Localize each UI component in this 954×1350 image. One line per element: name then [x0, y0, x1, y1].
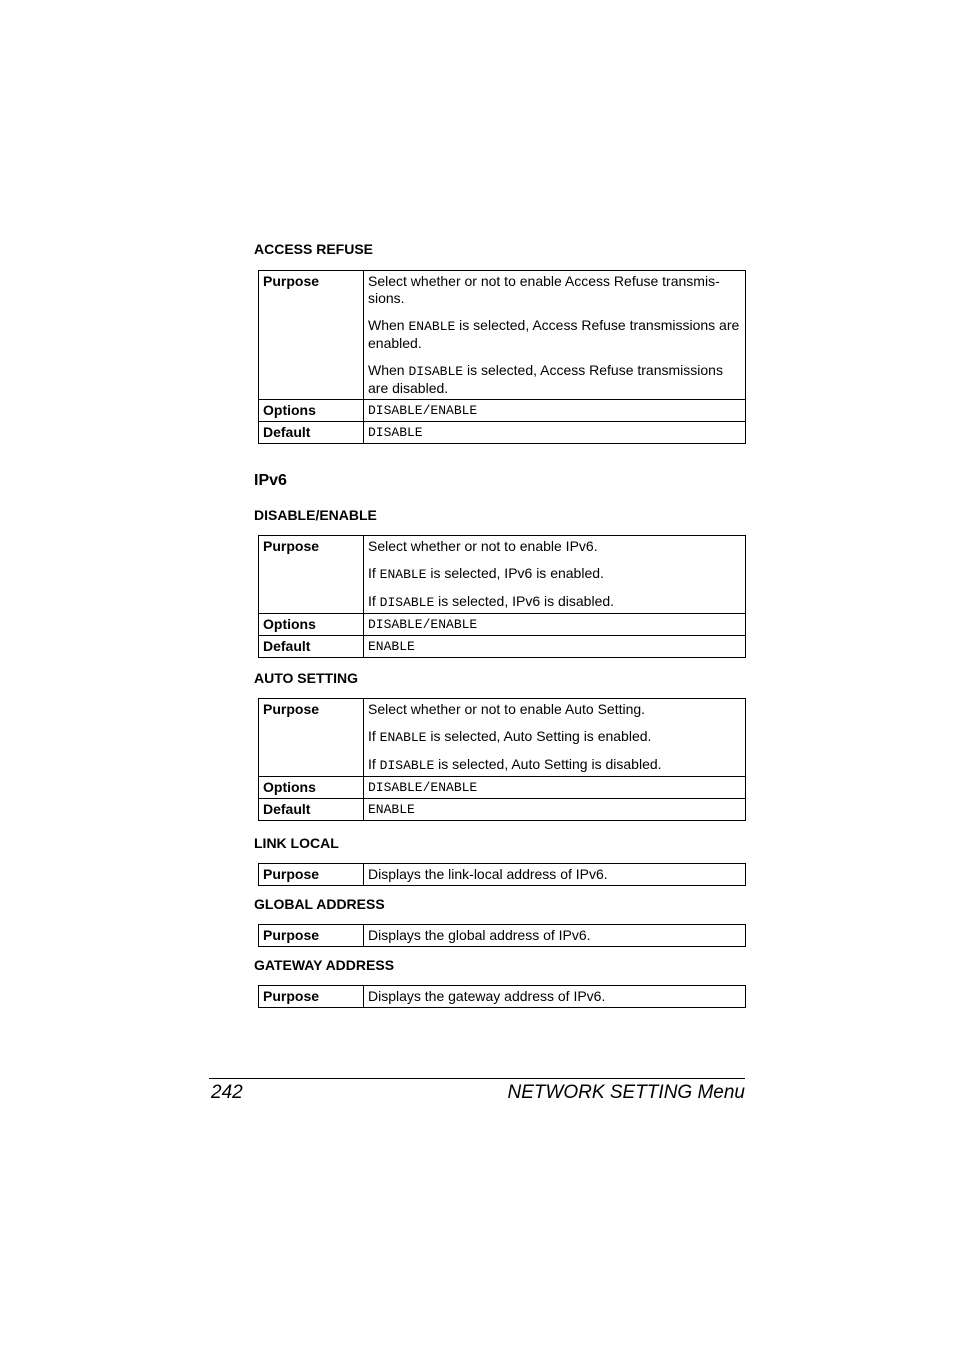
purpose-paragraph: If DISABLE is selected, IPv6 is disabled. [368, 593, 615, 610]
section-heading-gateway-address: GATEWAY ADDRESS [254, 957, 395, 973]
gateway-address-table [258, 985, 746, 1008]
table-row [259, 636, 746, 658]
auto-setting-table [258, 698, 746, 821]
table-row [259, 614, 746, 636]
disable-enable-table [258, 535, 746, 658]
default-label: Default [259, 422, 364, 444]
code-text: ENABLE [379, 567, 427, 582]
options-label: Options [259, 614, 364, 636]
default-value: ENABLE [364, 636, 746, 658]
table-row [259, 925, 746, 947]
table-row [259, 422, 746, 444]
purpose-value [364, 536, 746, 614]
code-text: DISABLE [379, 595, 435, 610]
purpose-paragraph: Select whether or not to enable Access Refuse transmis-sions. [368, 273, 720, 306]
purpose-value: Displays the gateway address of IPv6. [364, 986, 746, 1008]
purpose-value [364, 271, 746, 400]
purpose-paragraph: If ENABLE is selected, IPv6 is enabled. [368, 565, 604, 582]
purpose-label: Purpose [259, 986, 364, 1008]
code-text: DISABLE [379, 758, 435, 773]
section-title-ipv6: IPv6 [254, 472, 287, 489]
purpose-paragraph: Select whether or not to enable IPv6. [368, 538, 598, 554]
options-label: Options [259, 777, 364, 799]
page-number: 242 [211, 1082, 243, 1103]
access-refuse-table [258, 270, 746, 444]
link-local-table [258, 863, 746, 886]
purpose-label: Purpose [259, 536, 364, 614]
purpose-value: Displays the link-local address of IPv6. [364, 864, 746, 886]
section-heading-auto-setting: AUTO SETTING [254, 670, 358, 686]
purpose-label: Purpose [259, 271, 364, 400]
footer-divider [209, 1078, 745, 1079]
default-value: ENABLE [364, 799, 746, 821]
code-text: ENABLE [408, 319, 456, 334]
table-row [259, 864, 746, 886]
purpose-label: Purpose [259, 699, 364, 777]
purpose-label: Purpose [259, 864, 364, 886]
default-label: Default [259, 636, 364, 658]
footer-title: NETWORK SETTING Menu [507, 1082, 745, 1103]
section-heading-global-address: GLOBAL ADDRESS [254, 896, 385, 912]
global-address-table [258, 924, 746, 947]
options-label: Options [259, 400, 364, 422]
purpose-paragraph: If DISABLE is selected, Auto Setting is disabled. [368, 756, 662, 773]
purpose-value: Displays the global address of IPv6. [364, 925, 746, 947]
table-row [259, 986, 746, 1008]
purpose-label: Purpose [259, 925, 364, 947]
table-row [259, 536, 746, 614]
purpose-value [364, 699, 746, 777]
code-text: DISABLE [408, 364, 464, 379]
code-text: ENABLE [379, 730, 427, 745]
table-row [259, 799, 746, 821]
table-row [259, 777, 746, 799]
purpose-paragraph: Select whether or not to enable Auto Setting. [368, 701, 646, 717]
table-row [259, 400, 746, 422]
options-value: DISABLE/ENABLE [364, 777, 746, 799]
purpose-paragraph: When ENABLE is selected, Access Refuse transmissions are enabled. [368, 317, 740, 351]
section-heading-link-local: LINK LOCAL [254, 835, 339, 851]
section-heading-disable-enable: DISABLE/ENABLE [254, 507, 377, 523]
section-heading-access-refuse: ACCESS REFUSE [254, 241, 374, 257]
options-value: DISABLE/ENABLE [364, 614, 746, 636]
default-label: Default [259, 799, 364, 821]
purpose-paragraph: If ENABLE is selected, Auto Setting is enabled. [368, 728, 652, 745]
table-row [259, 699, 746, 777]
purpose-paragraph: When DISABLE is selected, Access Refuse transmissions are disabled. [368, 362, 723, 396]
default-value: DISABLE [364, 422, 746, 444]
table-row [259, 271, 746, 400]
options-value: DISABLE/ENABLE [364, 400, 746, 422]
